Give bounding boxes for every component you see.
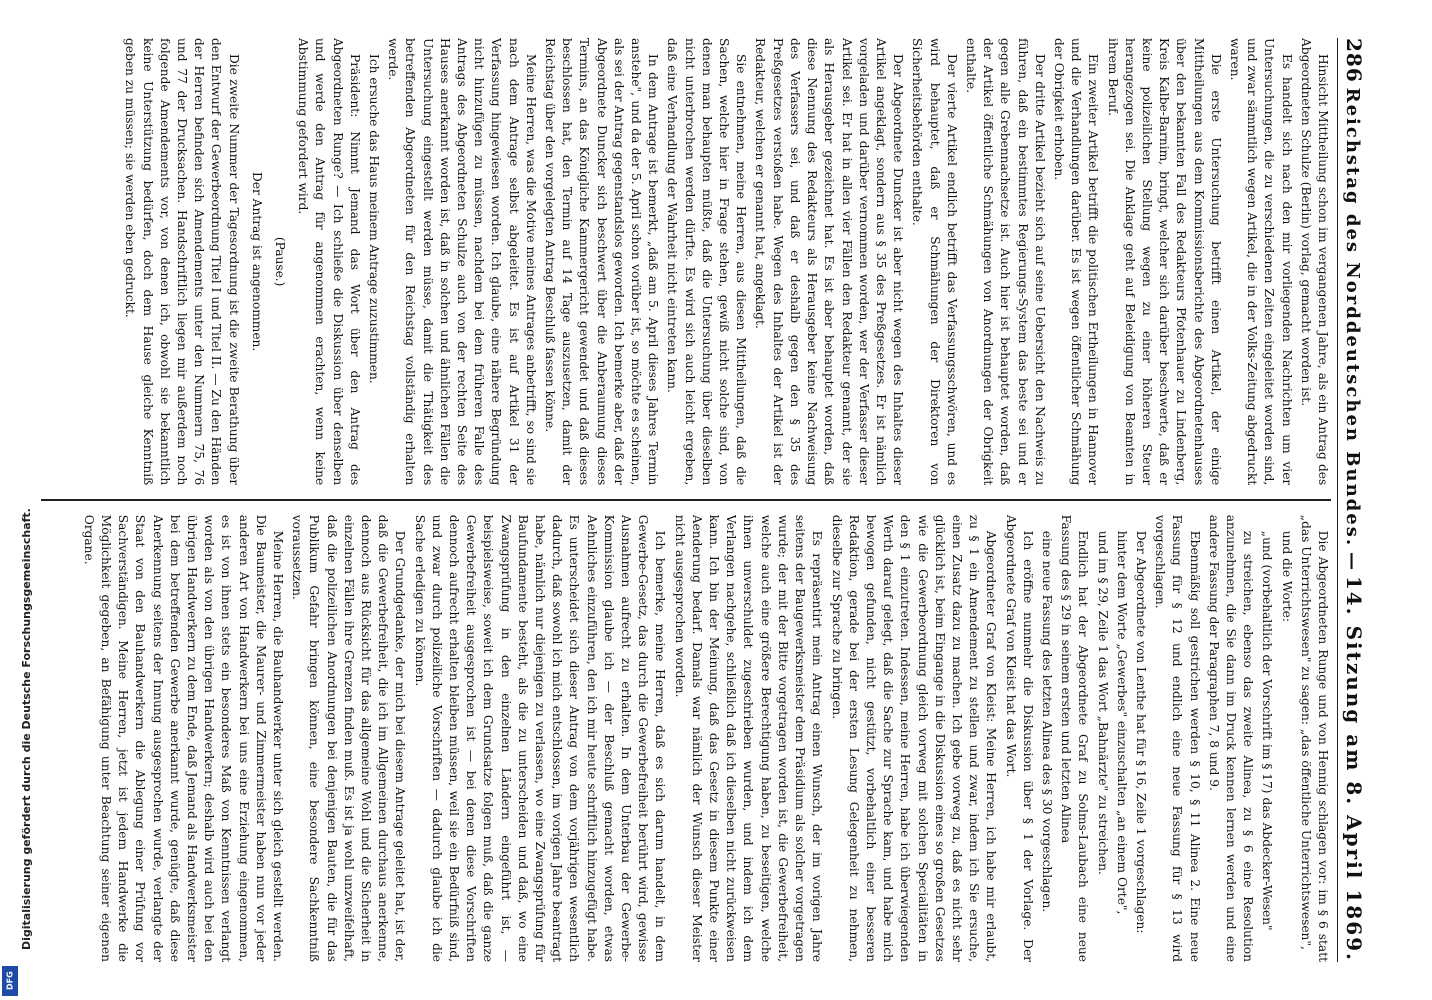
left-column-paragraph: Der Antrag ist angenommen. xyxy=(249,171,264,352)
publication-title: Reichstag des Norddeutschen Bundes. xyxy=(1342,87,1363,548)
left-column-paragraph: Hinsicht Mittheilung schon im vergangenen Jahre, als ein Antrag des Abgeordneten Schulze (Berlin) vorlag, gemacht worden ist. xyxy=(1298,38,1330,486)
right-column-paragraph: Endlich hat der Abgeordnete Graf zu Solms-Laubach eine neue Fassung des § 29 in seinem ersten und letzten Alinea xyxy=(1059,514,1091,962)
left-column-paragraph: In dem Antrage ist bemerkt, „daß am 5. April dieses Jahres Termin anstehe", und da der 5. April schon vorüber ist, so möchte es scheinen, als sei der Antrag gegenstandslos geworden. Ich bemerke aber, daß der Abgeordnete Duncker sich beschwert über die Anberaumung dieses Termins, an das Königliche Kammergericht gewendet und daß dieses beschlossen hat, den Termin auf 14 Tage auszusetzen, damit der Reichstag über den vorgelegten Antrag Beschluß fassen könne. xyxy=(543,38,661,486)
right-column-paragraph: zu streichen, ebenso das zweite Alinea, zu § 6 eine Resolution anzunehmen, die Sie dann im Druck kennen lernen werden und eine andere Fassung der Paragraphen 7, 8 und 9. xyxy=(1206,514,1256,962)
left-column-paragraph: Es handelt sich nach den mir vorliegenden Nachrichten um vier Untersuchungen, die zu verschiedenen Zeiten eingeleitet worden sind, und zwar sämmtlich wegen Artikel, die in der Volks-Zeitung abgedruckt waren. xyxy=(1227,38,1294,486)
page-number: 286 xyxy=(1342,38,1366,83)
right-column-paragraph: „und (vorbehaltlich der Vorschrift im § 17) das Abdecker-Wesen" xyxy=(1260,530,1275,931)
left-column-paragraph: Präsident: Nimmt Jemand das Wort über den Antrag des Abgeordneten Runge? — Ich schließe die Diskussion über denselben und werde den Antrag für angenommen erachten, wenn keine Abstimmung gefordert wird. xyxy=(296,38,362,486)
right-column-paragraph: Ich bemerke, meine Herren, daß es sich darum handelt, in dem Gewerbe-Gesetz, das durch die Gewerbefreiheit berührt wird, gewisse Ausnahmen aufrecht zu erhalten. In dem Unterbau der Gewerbe-Kommission glaube ich — der Beschluß gemacht worden, etwas Aehnliches einzuführen, den ich mir heute schriftlich hinzugefügt habe. Es unterscheidet sich dieser Antrag von dem vorjährigen wesentlich dadurch, daß sowohl ich mich entschlossen, im vorigen Jahre beantragt habe, nämlich nur diejenigen zu verlassen, wo eine Zwangsprüfung für Baufundamente besteht, als die zu unterscheiden und daß, wo eine Zwangsprüfung in den einzelnen Ländern eingeführt ist, — beispielsweise, soweit ich dem Grundsatze folgen muß, daß die ganze Gewerbefreiheit ausgesprochen ist — bei denen diese Vorschriften dennoch aufrecht erhalten bleiben müssen, weil sie ein Bedürfniß sind, und zwar durch polizeiliche Vorschriften — dadurch glaube ich die Sache erledigen zu können. xyxy=(412,514,668,962)
left-column-paragraph: Der vierte Artikel endlich betrifft das Verfassungsschwören, und es wird behauptet, daß er Schmähungen der Direktoren von Sicherheitsbehörden enthalte. xyxy=(910,38,959,486)
left-column-paragraph: Ich ersuche das Haus meinem Antrage zuzustimmen. xyxy=(367,54,382,384)
left-column-paragraph: Meine Herren, was die Motive meines Antrages anbetrifft, so sind sie nach dem Antrage selbst abgeleitet. Es ist auf Artikel 31 der Verfassung hingewiesen worden. Ich glaube, eine nähere Begründung nicht hinzufügen zu müssen, nachdem bei dem früheren Falle des Antrags des Abgeordneten Schulze auch von der rechten Seite des Hauses anerkannt worden ist, daß in solchen und ähnlichen Fällen die Untersuchung eingestellt werden müsse, damit die Thätigkeit des betreffenden Abgeordneten für den Reichstag vollständig erhalten werde. xyxy=(386,38,538,486)
left-column-paragraph: Die zweite Nummer der Tagesordnung ist die zweite Berathung über den Entwurf der Gewerbeordnung Titel I und Titel II. — Zu den Händen der Herren befinden sich Amendements unter den Nummern 75, 76 und 77 der Drucksachen. Handschriftlich liegen mir außerdem noch folgende Amendements vor, von denen ich, obwohl sie bekanntlich keine Unterstützung bedürfen, doch dem Hause gleiche Kenntniß geben zu müssen; sie werden eben gedruckt. xyxy=(123,38,241,486)
left-column-paragraph: Der dritte Artikel bezieht sich auf seine Uebersicht den Nachweis zu führen, daß ein bestimmtes Regierungs-System das beste sei und er gegen alle Grebennachsetze ist. Auch hier ist behauptet worden, daß der Artikel öffentliche Schmähungen von Anordnungen der Obrigkeit enthalte. xyxy=(963,38,1047,486)
right-column-paragraph: Der Grundgedanke, der mich bei diesem Antrage geleitet hat, ist der, daß die Gewerbefreiheit, die ich im Allgemeinen durchaus anerkenne, dennoch aus Rücksicht für das allgemeine Wohl und die Sicherheit in einzelnen Fällen ihre Grenzen finden muß. Es ist ja wohl unzweifelhaft, daß die polizeilichen Anordnungen bei denjenigen Bauten, die für das Publikum Gefahr bringen können, eine besondere Sachkenntniß voraussetzen. xyxy=(290,514,408,962)
footer-strip xyxy=(2,40,33,1000)
right-column-paragraph: eine neue Fassung des letzten Alinea des § 30 vorgeschlagen. xyxy=(1039,530,1054,913)
right-column-paragraph: Es repräsentirt mein Antrag einen Wunsch, der im vorigen Jahre seitens der Baugewerksmeister dem Präsidium als solcher vorgetragen wurde; der mit der Bitte vorgetragen worden ist, die Gewerbefreiheit, welche auch eine größere Berechtigung haben, zu beseitigen, welche ihnen unverschuldet zugeschrieben wurden, und indem ich dem Verlangen nachgehe, schließlich daß ich dieselben nicht zurückweisen kann. Ich bin der Meinung, daß das Gesetz in diesem Punkte einer Aenderung bedarf. Damals war nämlich der Wunsch dieser Meister nicht ausgesprochen worden. xyxy=(672,514,825,962)
text-columns xyxy=(41,38,1331,962)
left-column-paragraph: Sie entnehmen, meine Herren, aus diesen Mittheilungen, daß die Sachen, welche hier in Frage stehen, gewiß nicht solche sind, von denen man behaupten müßte, daß die Untersuchung über dieselben nicht unterbrochen werden dürfte. Es wird sich auch leicht ergeben, daß eine Verhandlung der Wahrheit nicht eintreten kann. xyxy=(665,38,749,486)
right-column-paragraph: Der Abgeordnete von Lenthe hat für § 16, Zeile 1 vorgeschlagen: xyxy=(1133,530,1148,934)
right-column-paragraph: hinter dem Worte „Gewerbes" einzuschalten „an einem Orte", xyxy=(1114,530,1129,915)
left-column-paragraph: Der Abgeordnete Duncker ist aber nicht wegen des Inhaltes dieser Artikel angeklagt, sondern aus § 35 des Preßgesetzes. Er ist nämlich vorgeladen und darüber vernommen worden, wer der Verfasser dieser Artikel sei. Er hat in allen vier Fällen den Redakteur genannt, der sie als Herausgeber gezeichnet hat. Es ist aber behauptet worden, daß diese Nennung des Redakteurs als Herausgeber keine Nachweisung des Verfassers sei, und daß er deshalb gegen den § 35 des Preßgesetzes verstoßen habe. Wegen des Inhaltes der Artikel ist der Redakteur, welchen er genannt hat, angeklagt. xyxy=(753,38,906,486)
right-column-paragraph: und im § 29, Zeile 1 das Wort „Bahnärzte" zu streichen. xyxy=(1095,530,1110,875)
left-column xyxy=(41,38,1331,485)
right-column-paragraph: Ich eröffne nunmehr die Diskussion über § 1 der Vorlage. Der Abgeordnete Graf von Kleist hat das Wort. xyxy=(1003,514,1035,962)
column-divider xyxy=(41,499,1331,501)
right-column-paragraph: Die Abgeordneten Runge und von Hennig schlagen vor: im § 6 statt „das Unterrichtswesen" zu sagen: „das öffentliche Unterrichtswesen", xyxy=(1298,514,1330,962)
header-dash: — xyxy=(1342,551,1363,571)
right-column-paragraph: und die Worte: xyxy=(1279,530,1294,622)
left-column-paragraph: Die erste Untersuchung betrifft einen Artikel, der einige Mittheilungen aus dem Kommissionsberichte des Abgeordnetenhauses über den bekannten Fall des Redakteurs Pfotenhauer zu Lindenberg, Kreis Kalbe-Barnim, bringt, welcher sich darüber beschwerte, daß er keine polizeilichen Stellung wegen zu einer höheren Steuer herangezogen sei. Die Anklage geht auf Beleidigung von Beamten in ihrem Beruf. xyxy=(1105,38,1223,486)
page-header xyxy=(1337,38,1366,962)
funding-notice: Digitalisierung gefördert durch die Deutsche Forschungsgemeinschaft. xyxy=(20,508,33,950)
right-column-paragraph: Ebenmäßig soll gestrichen werden § 10, § 11 Alinea 2. Eine neue Fassung für § 12 und endlich eine neue Fassung für § 13 wird vorgeschlagen. xyxy=(1153,514,1202,962)
right-column xyxy=(41,515,1331,962)
left-column-paragraph: (Pause.) xyxy=(273,236,288,287)
dfg-logo: DFG xyxy=(2,966,18,996)
right-column-paragraph: Meine Herren, die Bauhandwerker unter sich gleich gestellt werden. Die Baumeister, die Maurer- und Zimmermeister haben nun vor jeder anderen Art von Handwerkern bei uns eine Erziehung eingenommen, es ist von ihnen stets ein besonderes Maß von Kenntnissen verlangt worden als von den übrigen Handwerkern; deshalb wird auch bei den übrigen Handwerkern zu dem Ende, daß Jemand als Handwerksmeister bei dem betreffenden Gewerbe anerkannt wurde, genügte, daß diese Anerkennung seitens der Innung ausgesprochen wurde, verlangte der Staat von den Bauhandwerkern die Ablegung einer Prüfung vor Sachverständigen. Meine Herren, jetzt ist jedem Handwerke die Möglichkeit gegeben, an Befähigung unter Beachtung seiner eigenen Organe. xyxy=(81,514,286,962)
session-title: 14. Sitzung am 8. April 1869. xyxy=(1342,575,1366,962)
document-page xyxy=(12,20,1372,980)
right-column-paragraph: Abgeordneter Graf von Kleist: Meine Herren, ich habe mir erlaubt, zu § 1 ein Amendement zu stellen und zwar, indem ich Sie ersuche, einen Zusatz dazu zu machen. Ich gebe vorweg zu, daß es nicht sehr glücklich ist, beim Eingange in die Diskussion eines so großen Gesetzes wie die Gewerbeordnung gleich vorweg mit solchen Specialitäten in den § 1 einzutreten. Indessen, meine Herren, habe ich überwiegenden Werth darauf gelegt, daß die Sache zur Sprache kam, und habe mich bewogen gefunden, nicht gestützt, vorbehaltlich einer besseren Redaktion, gerade bei der ersten Lesung Gelegenheit zu nehmen, dieselbe zur Sprache zu bringen. xyxy=(829,514,999,962)
left-column-paragraph: Ein zweiter Artikel betrifft die politischen Ertheilungen in Hannover und die Verhandlungen darüber. Es ist wegen öffentlicher Schmähung der Obrigkeit erhoben. xyxy=(1051,38,1101,486)
